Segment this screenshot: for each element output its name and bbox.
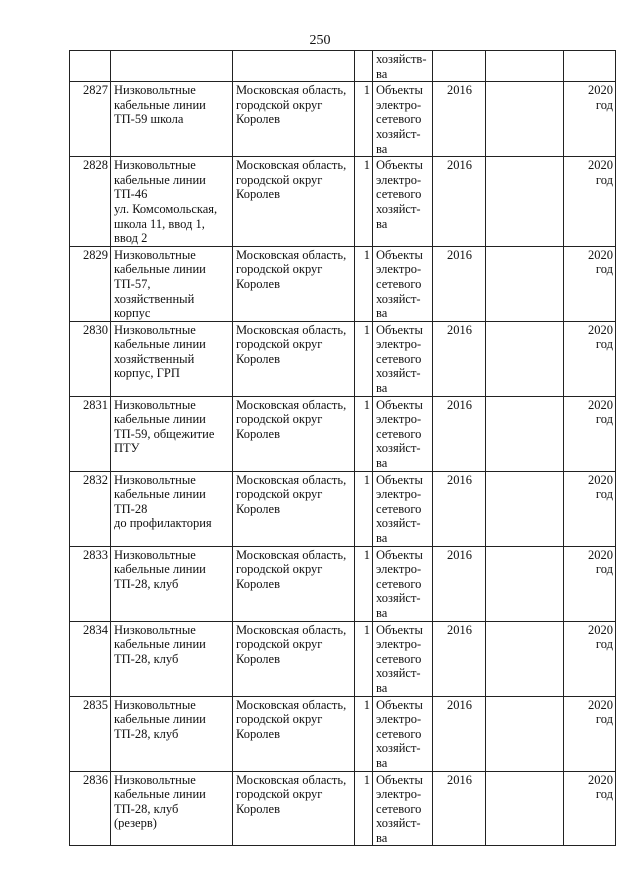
continuation-row [70,51,616,82]
object-name-line: Низковольтные [114,158,196,173]
quantity-cell: 1 [355,771,373,846]
object-name-line: ТП-28, клуб [114,651,179,666]
row-number-cell: 2835 [70,696,111,771]
blank-cell [486,621,564,696]
blank-cell [486,396,564,471]
row-number-cell: 2828 [70,157,111,247]
object-name-line: Низковольтные [114,83,196,98]
object-name-cell [111,246,233,321]
object-type-cell [373,621,433,696]
completion-cell [564,696,616,771]
object-name-cell [111,321,233,396]
location-line: Московская область, [236,547,347,562]
object-type-line: сетевого [376,351,422,366]
cont-name-cell [111,51,233,82]
location-line: городской округ [236,637,323,652]
completion-line: год [595,487,613,502]
row-number-cell: 2831 [70,396,111,471]
completion-cell [564,82,616,157]
page-number: 250 [309,33,331,48]
object-name-line: корпус, ГРП [114,366,180,381]
location-line: городской округ [236,172,323,187]
blank-cell [486,696,564,771]
object-type-line: Объекты [376,697,423,712]
object-name-line: кабельные линии [114,337,206,352]
completion-cell [564,471,616,546]
location-line: Королев [236,112,280,127]
location-line: Московская область, [236,322,347,337]
completion-cell [564,321,616,396]
object-name-line: ТП-28 [114,501,148,516]
object-name-line: ТП-28, клуб [114,801,179,816]
object-name-cell [111,696,233,771]
location-cell [233,157,355,247]
completion-line: 2020 [588,772,613,787]
object-name-line: хозяйственный [114,291,195,306]
completion-line: 2020 [588,622,613,637]
object-type-line: электро- [376,262,422,277]
location-cell [233,82,355,157]
completion-line: год [595,412,613,427]
row-number-cell: 2830 [70,321,111,396]
object-type-cell [373,546,433,621]
location-cell [233,546,355,621]
location-line: Королев [236,187,280,202]
object-type-line: электро- [376,637,422,652]
location-line: городской округ [236,562,323,577]
object-type-line: электро- [376,412,422,427]
object-type-line: ва [376,680,388,695]
location-line: городской округ [236,412,323,427]
year-cell: 2016 [433,321,486,396]
year-cell: 2016 [433,471,486,546]
object-type-line: Объекты [376,472,423,487]
location-line: Королев [236,276,280,291]
object-type-line: Объекты [376,772,423,787]
quantity-cell: 1 [355,396,373,471]
object-type-line: хозяйст- [376,516,421,531]
completion-line: год [595,637,613,652]
location-line: Московская область, [236,772,347,787]
location-cell [233,396,355,471]
object-type-line: ва [376,755,388,770]
cont-location-cell [233,51,355,82]
object-type-line: электро- [376,712,422,727]
table-row [70,471,616,546]
object-name-line: Низковольтные [114,697,196,712]
object-type-line: Объекты [376,247,423,262]
object-type-line: Объекты [376,622,423,637]
blank-cell [486,771,564,846]
cont-completion-cell [564,51,616,82]
object-name-line: кабельные линии [114,712,206,727]
completion-cell [564,621,616,696]
completion-line: год [595,787,613,802]
object-type-line: электро- [376,562,422,577]
object-type-cell [373,321,433,396]
quantity-cell: 1 [355,246,373,321]
object-name-line: ввод 2 [114,231,148,246]
row-number-cell: 2834 [70,621,111,696]
object-type-line: хозяйст- [376,741,421,756]
object-type-line: электро- [376,172,422,187]
quantity-cell: 1 [355,82,373,157]
assets-table [69,50,616,846]
object-type-line: ва [376,830,388,845]
object-type-line: хозяйст- [376,591,421,606]
object-type-line: сетевого [376,426,422,441]
location-line: Королев [236,351,280,366]
object-name-line: ТП-59 школа [114,112,184,127]
completion-cell [564,157,616,247]
location-line: Королев [236,726,280,741]
object-type-line: Объекты [376,83,423,98]
object-name-line: ТП-59, общежитие [114,426,215,441]
completion-line: год [595,562,613,577]
table-row [70,157,616,247]
object-name-line: кабельные линии [114,97,206,112]
location-line: Королев [236,801,280,816]
year-cell: 2016 [433,696,486,771]
object-type-line: ва [376,141,388,156]
object-type-line: ва [376,306,388,321]
object-name-line: ПТУ [114,441,140,456]
location-line: городской округ [236,787,323,802]
object-name-line: Низковольтные [114,547,196,562]
location-line: городской округ [236,97,323,112]
object-name-line: Низковольтные [114,247,196,262]
blank-cell [486,246,564,321]
completion-line: 2020 [588,472,613,487]
location-cell [233,621,355,696]
location-line: Королев [236,651,280,666]
location-line: Московская область, [236,247,347,262]
completion-line: 2020 [588,397,613,412]
row-number-cell: 2836 [70,771,111,846]
blank-cell [486,157,564,247]
location-line: Московская область, [236,697,347,712]
object-name-line: корпус [114,306,151,321]
completion-line: 2020 [588,322,613,337]
object-name-line: Низковольтные [114,622,196,637]
location-line: городской округ [236,262,323,277]
completion-cell [564,396,616,471]
object-name-cell [111,82,233,157]
location-cell [233,321,355,396]
object-name-line: ТП-46 [114,187,148,202]
object-name-cell [111,396,233,471]
quantity-cell: 1 [355,471,373,546]
location-line: городской округ [236,487,323,502]
year-cell: 2016 [433,82,486,157]
table-row [70,621,616,696]
quantity-cell: 1 [355,546,373,621]
completion-line: год [595,712,613,727]
object-type-line: хозяйст- [376,366,421,381]
cont-blank-cell [486,51,564,82]
object-name-line: кабельные линии [114,262,206,277]
object-type-line: хозяйст- [376,126,421,141]
object-name-line: (резерв) [114,816,157,831]
object-type-line: Объекты [376,547,423,562]
object-type-line: ва [376,381,388,396]
completion-cell [564,771,616,846]
object-type-line: ва [376,216,388,231]
object-type-line: сетевого [376,576,422,591]
year-cell: 2016 [433,246,486,321]
table-row [70,696,616,771]
object-type-line: Объекты [376,322,423,337]
table-row [70,546,616,621]
cont-type-cell [373,51,433,82]
completion-line: год [595,97,613,112]
object-name-line: ТП-28, клуб [114,576,179,591]
object-type-line: ва [376,531,388,545]
location-cell [233,696,355,771]
table-row [70,771,616,846]
completion-line: 2020 [588,697,613,712]
object-name-line: хозяйственный [114,351,195,366]
object-name-line: Низковольтные [114,772,196,787]
object-type-line: сетевого [376,187,422,202]
object-type-line: хозяйст- [376,201,421,216]
location-cell [233,771,355,846]
table-row [70,321,616,396]
object-type-line: Объекты [376,158,423,173]
object-type-line: ва [376,456,388,471]
object-name-line: до профилактория [114,516,212,531]
year-cell: 2016 [433,621,486,696]
object-type-line: хозяйст- [376,441,421,456]
completion-line: 2020 [588,83,613,98]
object-name-line: кабельные линии [114,412,206,427]
object-name-line: Низковольтные [114,397,196,412]
table-body [70,51,616,846]
quantity-cell: 1 [355,696,373,771]
location-line: Королев [236,576,280,591]
object-name-line: ТП-28, клуб [114,726,179,741]
location-line: Московская область, [236,397,347,412]
object-type-line: сетевого [376,726,422,741]
object-type-cell [373,157,433,247]
location-cell [233,471,355,546]
year-cell: 2016 [433,396,486,471]
object-type-line: сетевого [376,501,422,516]
completion-line: год [595,172,613,187]
cont-type-line: ва [376,66,388,81]
cont-qty-cell [355,51,373,82]
blank-cell [486,321,564,396]
object-name-cell [111,157,233,247]
location-line: Московская область, [236,472,347,487]
quantity-cell: 1 [355,157,373,247]
object-type-cell [373,471,433,546]
completion-line: год [595,262,613,277]
row-number-cell: 2827 [70,82,111,157]
object-name-line: кабельные линии [114,637,206,652]
table-row [70,246,616,321]
row-number-cell: 2833 [70,546,111,621]
year-cell: 2016 [433,771,486,846]
location-line: Московская область, [236,83,347,98]
object-type-line: сетевого [376,112,422,127]
object-type-line: хозяйст- [376,666,421,681]
row-number-cell: 2829 [70,246,111,321]
quantity-cell: 1 [355,321,373,396]
object-type-line: хозяйст- [376,291,421,306]
object-type-line: Объекты [376,397,423,412]
location-cell [233,246,355,321]
object-name-line: кабельные линии [114,787,206,802]
completion-cell [564,546,616,621]
object-name-line: кабельные линии [114,487,206,502]
completion-cell [564,246,616,321]
object-type-line: электро- [376,97,422,112]
blank-cell [486,546,564,621]
object-type-cell [373,771,433,846]
location-line: Московская область, [236,158,347,173]
location-line: городской округ [236,712,323,727]
object-name-line: школа 11, ввод 1, [114,216,205,231]
location-line: Московская область, [236,622,347,637]
object-name-line: кабельные линии [114,172,206,187]
cont-num-cell [70,51,111,82]
location-line: Королев [236,501,280,516]
blank-cell [486,82,564,157]
object-name-cell [111,546,233,621]
year-cell: 2016 [433,157,486,247]
location-line: Королев [236,426,280,441]
year-cell: 2016 [433,546,486,621]
object-type-line: электро- [376,337,422,352]
location-line: городской округ [236,337,323,352]
object-type-line: электро- [376,787,422,802]
object-name-line: Низковольтные [114,322,196,337]
object-name-cell [111,621,233,696]
object-name-line: ТП-57, [114,276,151,291]
object-name-line: Низковольтные [114,472,196,487]
object-type-cell [373,396,433,471]
completion-line: 2020 [588,247,613,262]
object-type-cell [373,696,433,771]
completion-line: год [595,337,613,352]
object-name-cell [111,771,233,846]
row-number-cell: 2832 [70,471,111,546]
quantity-cell: 1 [355,621,373,696]
object-type-line: электро- [376,487,422,502]
object-type-line: хозяйст- [376,816,421,831]
object-type-line: сетевого [376,276,422,291]
object-type-line: ва [376,605,388,620]
object-type-line: сетевого [376,651,422,666]
completion-line: 2020 [588,547,613,562]
blank-cell [486,471,564,546]
cont-year-cell [433,51,486,82]
table-row [70,396,616,471]
object-name-line: ул. Комсомольская, [114,201,218,216]
object-type-cell [373,246,433,321]
object-type-cell [373,82,433,157]
object-type-line: сетевого [376,801,422,816]
cont-type-line: хозяйств- [376,52,427,66]
object-name-cell [111,471,233,546]
table-row [70,82,616,157]
completion-line: 2020 [588,158,613,173]
object-name-line: кабельные линии [114,562,206,577]
